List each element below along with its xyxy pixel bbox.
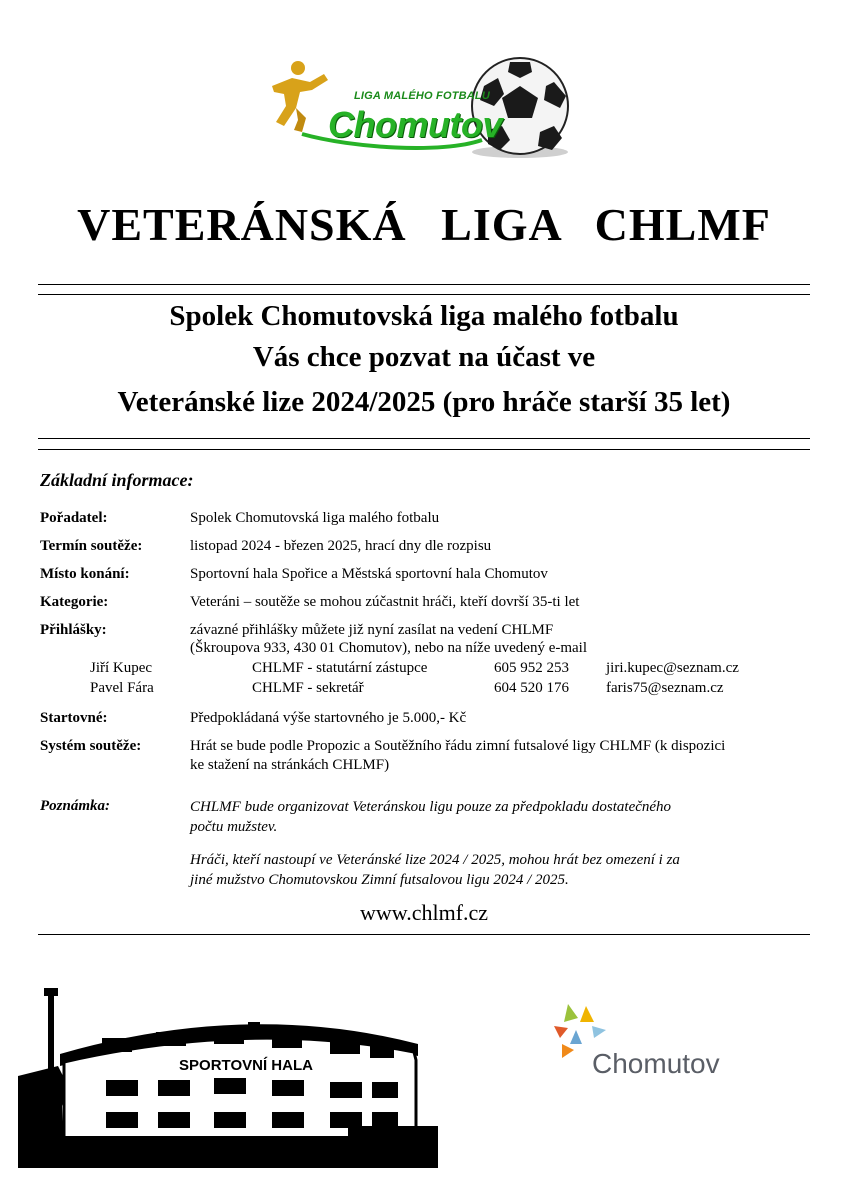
website-link[interactable]: www.chlmf.cz (359, 900, 489, 925)
contact-email[interactable]: faris75@seznam.cz (606, 680, 724, 696)
chomutov-city-logo (548, 1000, 748, 1086)
contact-name: Jiří Kupec (90, 660, 153, 676)
fee-label: Startovné: (40, 710, 108, 726)
divider (38, 934, 810, 935)
page-title: VETERÁNSKÁ LIGA CHLMF (77, 199, 771, 250)
system-label: Systém soutěže: (40, 738, 142, 754)
logo-subtitle: LIGA MALÉHO FOTBALU (354, 90, 490, 102)
contact-role: CHLMF - sekretář (252, 680, 364, 696)
note-p1-line-1: CHLMF bude organizovat Veteránskou ligu pouze za předpokladu dostatečného (190, 799, 672, 815)
hall-sign-text: SPORTOVNÍ HALA (179, 1057, 313, 1074)
city-name: Chomutov (592, 1048, 720, 1079)
fee-value: Předpokládaná výše startovného je 5.000,- Kč (190, 710, 467, 726)
divider (38, 284, 810, 285)
divider (38, 449, 810, 450)
system-line-2: ke stažení na stránkách CHLMF) (190, 757, 390, 773)
note-p2-line-1: Hráči, kteří nastoupí ve Veteránské lize 2024 / 2025, mohou hrát bez omezení i za (190, 852, 680, 868)
invitation-line-1: Spolek Chomutovská liga malého fotbalu (169, 300, 679, 332)
divider (38, 438, 810, 439)
term-label: Termín soutěže: (40, 538, 143, 554)
divider (38, 294, 810, 295)
section-heading: Základní informace: (40, 470, 194, 490)
chlmf-logo (262, 56, 582, 162)
sports-hall-image (18, 986, 438, 1168)
applications-line-1: závazné přihlášky můžete již nyní zasílat na vedení CHLMF (190, 622, 554, 638)
contact-role: CHLMF - statutární zástupce (252, 660, 428, 676)
applications-line-2: (Škroupova 933, 430 01 Chomutov), nebo na níže uvedený e-mail (190, 640, 588, 656)
venue-label: Místo konání: (40, 566, 130, 582)
applications-label: Přihlášky: (40, 622, 107, 638)
contact-email[interactable]: jiri.kupec@seznam.cz (606, 660, 739, 676)
note-label: Poznámka: (40, 798, 111, 814)
venue-value: Sportovní hala Spořice a Městská sportovní hala Chomutov (190, 566, 548, 582)
organizer-label: Pořadatel: (40, 510, 108, 526)
note-p2-line-2: jiné mužstvo Chomutovskou Zimní futsalovou ligu 2024 / 2025. (190, 872, 569, 888)
system-line-1: Hrát se bude podle Propozic a Soutěžního řádu zimní futsalové ligy CHLMF (k dispozici (190, 738, 726, 754)
logo-name: Chomutov (328, 104, 502, 145)
organizer-value: Spolek Chomutovská liga malého fotbalu (190, 510, 440, 526)
contact-phone: 605 952 253 (494, 660, 569, 676)
category-value: Veteráni – soutěže se mohou zúčastnit hráči, kteří dovrší 35-ti let (190, 594, 580, 610)
term-value: listopad 2024 - březen 2025, hrací dny dle rozpisu (190, 538, 492, 554)
contact-name: Pavel Fára (90, 680, 154, 696)
invitation-line-3: Veteránské lize 2024/2025 (pro hráče starší 35 let) (117, 386, 731, 418)
contact-phone: 604 520 176 (494, 680, 569, 696)
invitation-line-2: Vás chce pozvat na účast ve (252, 341, 596, 373)
category-label: Kategorie: (40, 594, 109, 610)
note-p1-line-2: počtu mužstev. (190, 819, 278, 835)
